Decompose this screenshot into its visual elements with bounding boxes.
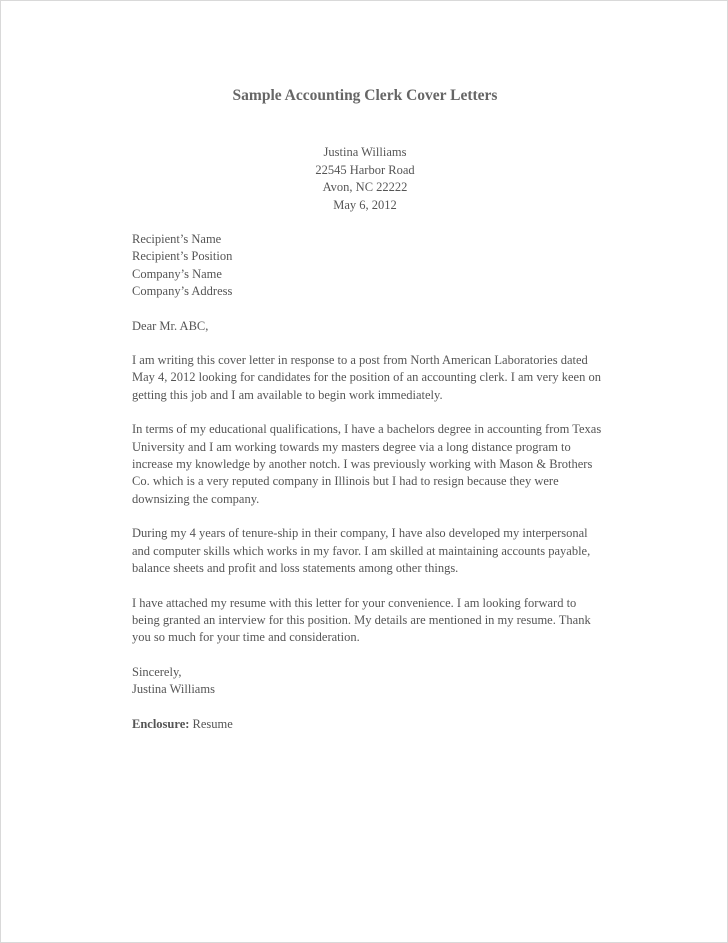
recipient-name: Recipient’s Name — [132, 232, 222, 246]
sender-city: Avon, NC 22222 — [322, 180, 408, 194]
sender-name: Justina Williams — [323, 145, 407, 159]
document-title: Sample Accounting Clerk Cover Letters — [232, 87, 498, 104]
salutation: Dear Mr. ABC, — [132, 318, 209, 333]
enclosure-line — [132, 716, 602, 733]
paragraph-4: I have attached my resume with this letter for your convenience. I am looking forward to being granted an interview for this position. My details are mentioned in my resume. Thank you so much for your time and consideration. — [132, 595, 591, 645]
paragraph-2: In terms of my educational qualifications, I have a bachelors degree in accounting from Texas University and I am working towards my masters degree via a long distance program to increase my knowledge by another notch. I was previously working with Mason & Brothers Co. which is a very reputed company in Illinois but I had to resign because they were downsizing the company. — [132, 422, 602, 506]
enclosure-value: Resume — [192, 716, 233, 731]
recipient-company: Company’s Name — [132, 266, 222, 281]
paragraph-3: During my 4 years of tenure-ship in their company, I have also developed my interpersonal and computer skills which works in my favor. I am skilled at maintaining accounts payable, balance sheets and profit and loss statements among other things. — [132, 526, 591, 576]
sender-address-block — [1, 144, 728, 214]
letter-body — [132, 231, 602, 733]
closing: Sincerely, — [132, 664, 182, 679]
letter-date: May 6, 2012 — [333, 197, 397, 212]
enclosure-label: Enclosure: — [132, 716, 190, 731]
paragraph-1: I am writing this cover letter in response to a post from North American Laboratories dated May 4, 2012 looking for candidates for the position of an accounting clerk. I am very keen on getting this job and I am available to begin work immediately. — [132, 353, 601, 402]
recipient-position: Recipient’s Position — [132, 249, 233, 264]
recipient-block — [132, 231, 602, 301]
sender-street: 22545 Harbor Road — [315, 162, 415, 177]
signature: Justina Williams — [132, 682, 215, 697]
recipient-address: Company’s Address — [132, 284, 233, 299]
